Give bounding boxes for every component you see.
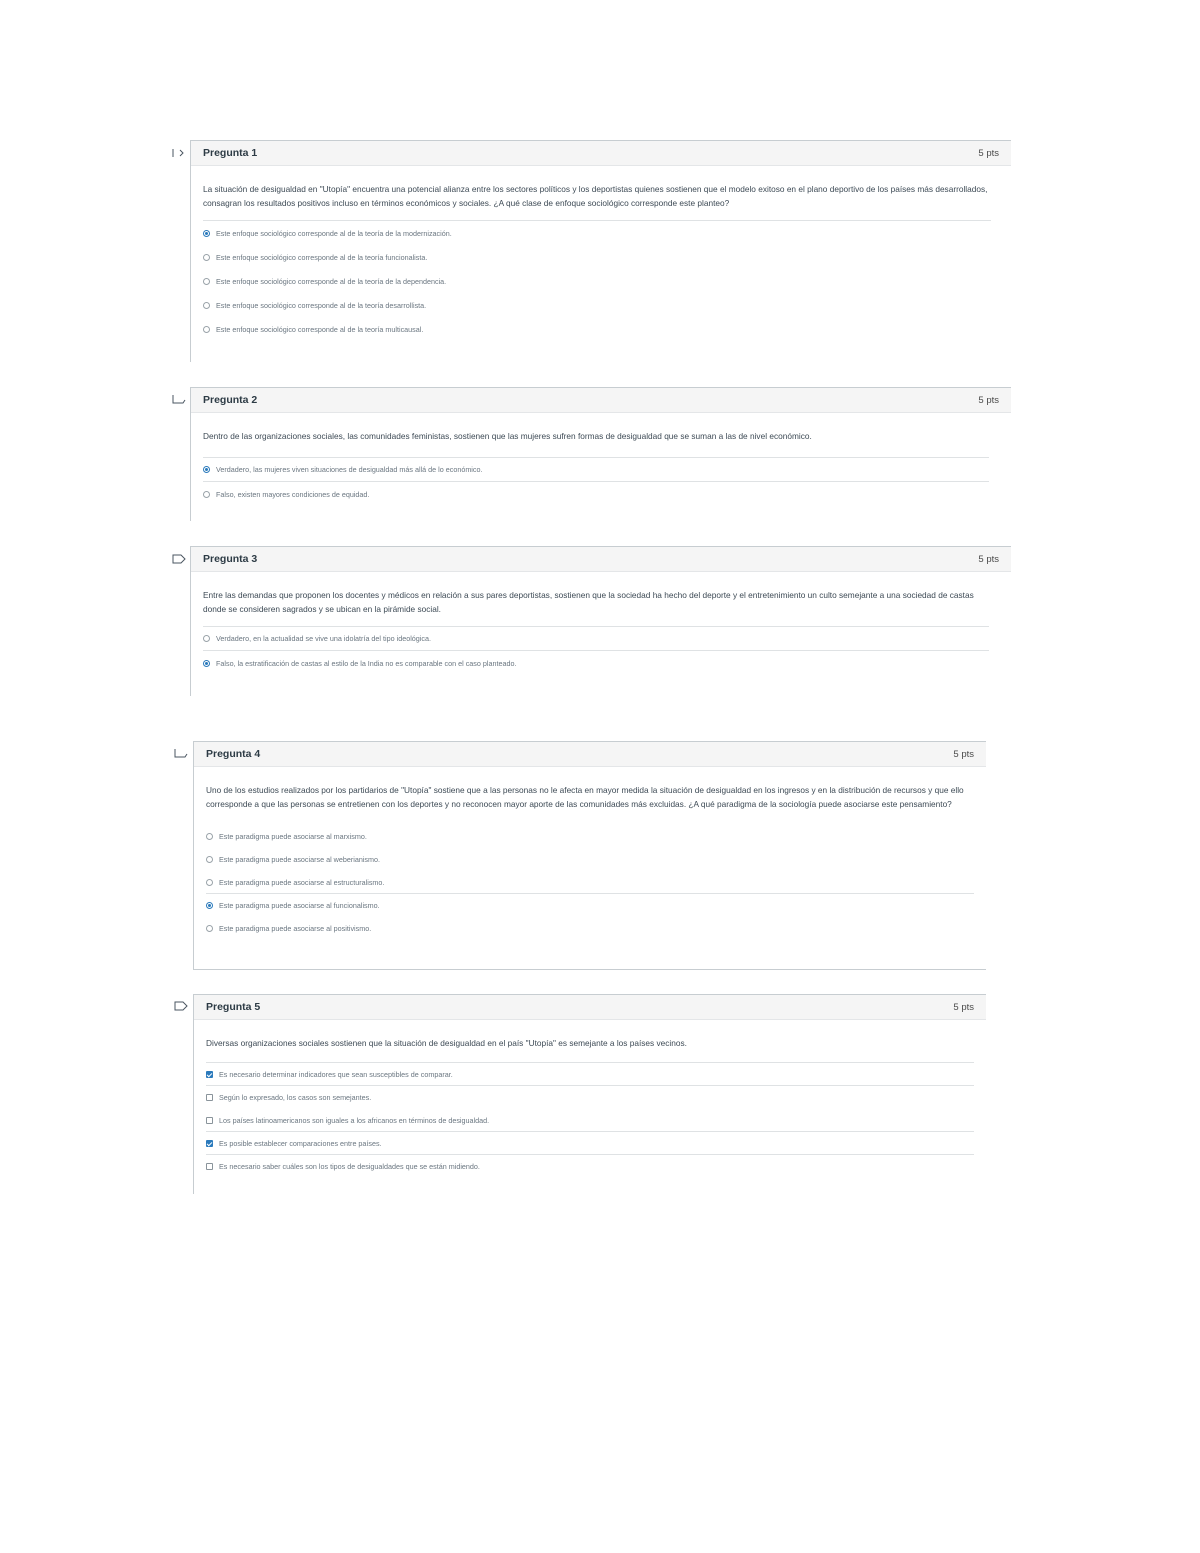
answer-option[interactable] <box>206 917 974 940</box>
flag-icon[interactable] <box>172 148 186 158</box>
answer-option[interactable] <box>203 651 989 675</box>
radio-button[interactable] <box>206 833 213 840</box>
question-1 <box>190 140 1011 362</box>
flag-icon[interactable] <box>172 394 186 404</box>
radio-button[interactable] <box>203 635 210 642</box>
question-points: 5 pts <box>953 1001 974 1013</box>
question-points: 5 pts <box>978 394 999 406</box>
answer-label: Verdadero, las mujeres viven situaciones de desigualdad más allá de lo económico. <box>216 465 483 474</box>
radio-button[interactable] <box>206 925 213 932</box>
answer-list <box>203 220 991 341</box>
radio-button[interactable] <box>203 230 210 237</box>
answer-label: Este enfoque sociológico corresponde al de la teoría funcionalista. <box>216 252 428 262</box>
answer-list <box>203 457 989 506</box>
radio-button[interactable] <box>203 326 210 333</box>
answer-option[interactable] <box>206 1086 974 1109</box>
answer-option[interactable] <box>203 627 989 651</box>
answer-option[interactable] <box>203 458 989 482</box>
answer-option[interactable] <box>203 293 991 317</box>
question-text: Diversas organizaciones sociales sostienen que la situación de desigualdad en el país "Utopía" es semejante a los países vecinos. <box>206 1038 687 1048</box>
answer-label: Es necesario determinar indicadores que sean susceptibles de comparar. <box>219 1069 453 1079</box>
answer-option[interactable] <box>206 1155 974 1178</box>
flag-icon[interactable] <box>174 748 188 758</box>
checkbox[interactable] <box>206 1094 213 1101</box>
question-title: Pregunta 3 <box>203 553 258 565</box>
answer-label: Este paradigma puede asociarse al marxismo. <box>219 832 367 841</box>
checkbox[interactable] <box>206 1117 213 1124</box>
question-title: Pregunta 1 <box>203 147 258 159</box>
question-header <box>194 741 986 767</box>
answer-option[interactable] <box>203 221 991 245</box>
radio-button[interactable] <box>206 856 213 863</box>
radio-button[interactable] <box>203 278 210 285</box>
answer-option[interactable] <box>206 1132 974 1155</box>
answer-option[interactable] <box>203 245 991 269</box>
question-text: Entre las demandas que proponen los docentes y médicos en relación a sus pares deportistas, sostienen que la sociedad ha hecho del deporte y el entretenimiento un culto semejante a una sociedad de castas donde se consideren sagrados y se ubican en la pirámide social. <box>203 590 974 614</box>
question-title: Pregunta 4 <box>206 748 261 760</box>
answer-label: Falso, la estratificación de castas al estilo de la India no es comparable con el caso planteado. <box>216 658 517 668</box>
answer-option[interactable] <box>203 317 991 341</box>
answer-label: Este paradigma puede asociarse al funcionalismo. <box>219 901 380 910</box>
radio-button[interactable] <box>203 466 210 473</box>
question-2 <box>190 387 1011 521</box>
answer-label: Este paradigma puede asociarse al estructuralismo. <box>219 877 385 887</box>
flag-icon[interactable] <box>174 1001 188 1011</box>
question-3 <box>190 546 1011 696</box>
answer-label: Falso, existen mayores condiciones de equidad. <box>216 489 370 499</box>
answer-label: Verdadero, en la actualidad se vive una idolatría del tipo ideológica. <box>216 634 431 643</box>
radio-button[interactable] <box>203 491 210 498</box>
question-text: La situación de desigualdad en "Utopía" encuentra una potencial alianza entre los sectores políticos y los deportistas quienes sostienen que el modelo exitoso en el plano deportivo de los países más desarrollados, consagran los resultados positivos incluso en términos económicos y sociales. ¿A qué clase de enfoque sociológico corresponde este planteo? <box>203 184 988 208</box>
question-text: Dentro de las organizaciones sociales, las comunidades feministas, sostienen que las mujeres sufren formas de desigualdad que se suman a las de nivel económico. <box>203 431 812 441</box>
radio-button[interactable] <box>203 302 210 309</box>
answer-label: Este paradigma puede asociarse al weberianismo. <box>219 855 381 864</box>
question-5 <box>193 994 986 1194</box>
answer-label: Los países latinoamericanos son iguales a los africanos en términos de desigualdad. <box>219 1115 490 1125</box>
question-header <box>191 140 1011 166</box>
answer-list <box>203 626 989 675</box>
checkbox[interactable] <box>206 1163 213 1170</box>
answer-option[interactable] <box>206 825 974 848</box>
answer-option[interactable] <box>206 871 974 894</box>
question-header <box>191 546 1011 572</box>
question-4 <box>193 741 986 970</box>
answer-option[interactable] <box>206 1063 974 1086</box>
checkbox[interactable] <box>206 1071 213 1078</box>
question-header <box>194 994 986 1020</box>
answer-list <box>206 1062 974 1178</box>
question-points: 5 pts <box>953 748 974 760</box>
question-title: Pregunta 2 <box>203 394 258 406</box>
question-title: Pregunta 5 <box>206 1001 261 1013</box>
question-text: Uno de los estudios realizados por los partidarios de "Utopía" sostiene que a las personas no le afecta en mayor medida la situación de desigualdad en los ingresos y en la distribución de recursos y que ello corresponde a que las personas se entretienen con los deportes y no reconocen mayor aporte de las comunidades más excluidas. ¿A qué paradigma de la sociología puede asociarse este pensamiento? <box>206 785 964 809</box>
answer-label: Este enfoque sociológico corresponde al de la teoría desarrollista. <box>216 300 427 310</box>
answer-option[interactable] <box>206 894 974 917</box>
answer-label: Es posible establecer comparaciones entre países. <box>219 1138 382 1148</box>
question-points: 5 pts <box>978 147 999 159</box>
answer-list <box>206 825 974 940</box>
answer-label: Este paradigma puede asociarse al positivismo. <box>219 924 372 933</box>
answer-option[interactable] <box>206 848 974 871</box>
checkbox[interactable] <box>206 1140 213 1147</box>
radio-button[interactable] <box>203 660 210 667</box>
question-header <box>191 387 1011 413</box>
answer-label: Este enfoque sociológico corresponde al de la teoría multicausal. <box>216 324 424 334</box>
answer-option[interactable] <box>206 1109 974 1132</box>
radio-button[interactable] <box>206 902 213 909</box>
radio-button[interactable] <box>206 879 213 886</box>
answer-option[interactable] <box>203 269 991 293</box>
answer-label: Según lo expresado, los casos son semejantes. <box>219 1093 372 1102</box>
answer-label: Es necesario saber cuáles son los tipos de desigualdades que se están midiendo. <box>219 1162 480 1171</box>
answer-label: Este enfoque sociológico corresponde al de la teoría de la dependencia. <box>216 276 447 286</box>
radio-button[interactable] <box>203 254 210 261</box>
answer-option[interactable] <box>203 482 989 506</box>
answer-label: Este enfoque sociológico corresponde al de la teoría de la modernización. <box>216 228 452 238</box>
flag-icon[interactable] <box>172 554 186 564</box>
question-points: 5 pts <box>978 553 999 565</box>
